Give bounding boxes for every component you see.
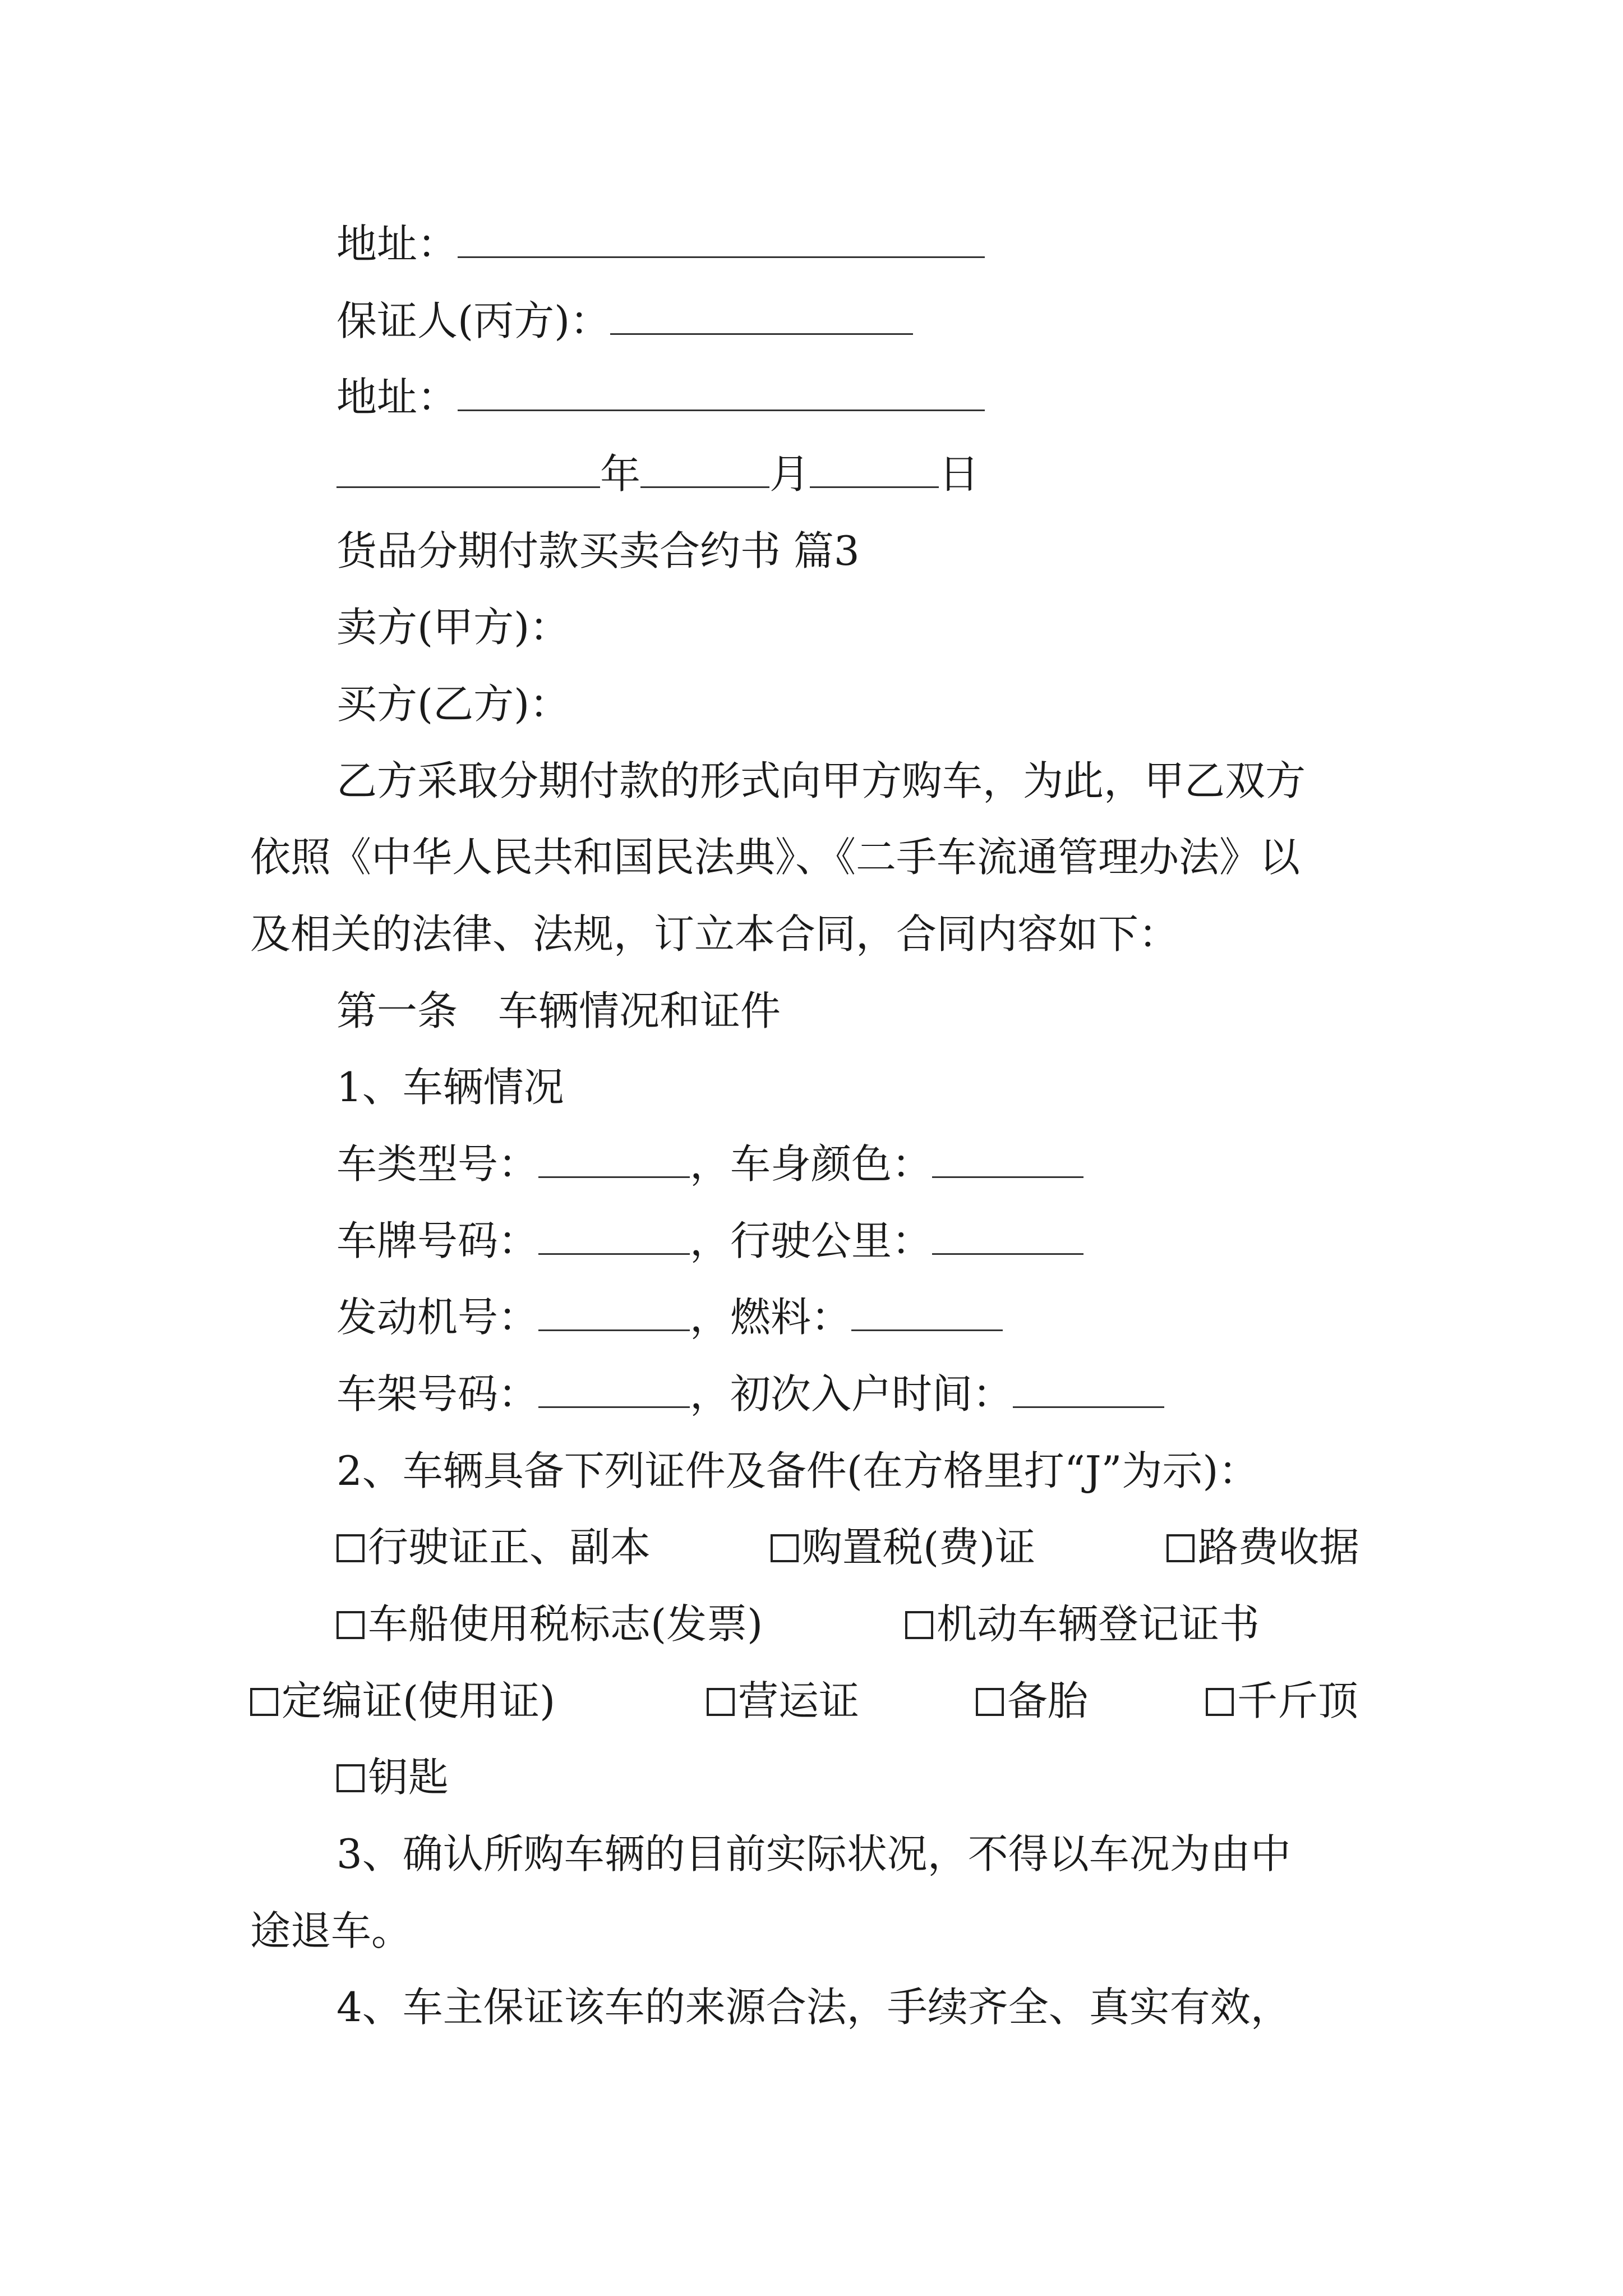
fuel-label: ，燃料： bbox=[690, 1294, 852, 1341]
checkbox-icon[interactable] bbox=[1206, 1688, 1234, 1716]
section-3-line-1: 3、确认所购车辆的目前实际状况，不得以车况为由中 bbox=[336, 1830, 1291, 1878]
contract-heading: 货品分期付款买卖合约书 篇3 bbox=[336, 527, 860, 574]
checkbox-icon[interactable] bbox=[336, 1611, 365, 1639]
intro-paragraph-line-2: 依照《中华人民共和国民法典》、《二手车流通管理办法》以 bbox=[250, 834, 1301, 881]
guarantor-label: 保证人(丙方)： bbox=[336, 297, 611, 344]
checkbox-icon[interactable] bbox=[336, 1534, 365, 1562]
address-line-2 bbox=[336, 369, 985, 425]
address-label: 地址： bbox=[336, 374, 458, 421]
guarantor-blank[interactable] bbox=[610, 298, 913, 335]
checkbox-row-3 bbox=[250, 1673, 1359, 1729]
checkbox-quota-cert[interactable]: 定编证(使用证) bbox=[250, 1677, 555, 1724]
checkbox-key[interactable]: 钥匙 bbox=[336, 1754, 449, 1801]
checkbox-vessel-tax[interactable]: 车船使用税标志(发票) bbox=[336, 1600, 763, 1648]
address-blank[interactable] bbox=[458, 222, 985, 258]
frame-line bbox=[336, 1366, 1164, 1422]
checkbox-icon[interactable] bbox=[1166, 1534, 1195, 1562]
engine-line bbox=[336, 1289, 1003, 1345]
checkbox-icon[interactable] bbox=[707, 1688, 735, 1716]
month-blank[interactable] bbox=[640, 452, 769, 488]
date-line bbox=[336, 446, 979, 502]
color-blank[interactable] bbox=[932, 1142, 1083, 1178]
fuel-blank[interactable] bbox=[851, 1295, 1003, 1331]
model-blank[interactable] bbox=[538, 1142, 690, 1178]
section-1-heading: 1、车辆情况 bbox=[336, 1064, 564, 1111]
intro-paragraph-line-3: 及相关的法律、法规，订立本合同，合同内容如下： bbox=[250, 910, 1179, 958]
checkbox-row-2 bbox=[336, 1596, 1260, 1652]
year-label: 年 bbox=[600, 450, 641, 498]
checkbox-jack[interactable]: 千斤顶 bbox=[1206, 1673, 1358, 1729]
vehicle-model-line bbox=[336, 1136, 1083, 1192]
color-label: ，车身颜色： bbox=[690, 1140, 933, 1188]
mileage-label: ，行驶公里： bbox=[690, 1217, 933, 1264]
intro-paragraph-line-1: 乙方采取分期付款的形式向甲方购车，为此，甲乙双方 bbox=[336, 757, 1306, 804]
checkbox-spare-tire[interactable]: 备胎 bbox=[976, 1673, 1088, 1729]
address-blank[interactable] bbox=[458, 375, 985, 411]
day-blank[interactable] bbox=[810, 452, 939, 488]
checkbox-registration-cert[interactable]: 机动车辆登记证书 bbox=[905, 1596, 1260, 1652]
register-blank[interactable] bbox=[1013, 1372, 1164, 1408]
checkbox-icon[interactable] bbox=[336, 1764, 365, 1792]
buyer-line: 买方(乙方)： bbox=[336, 680, 570, 728]
address-label: 地址： bbox=[336, 220, 458, 268]
checkbox-icon[interactable] bbox=[905, 1611, 933, 1639]
checkbox-icon[interactable] bbox=[771, 1534, 799, 1562]
section-3-line-2: 途退车。 bbox=[250, 1907, 412, 1954]
plate-label: 车牌号码： bbox=[336, 1217, 539, 1264]
plate-blank[interactable] bbox=[538, 1218, 690, 1255]
engine-label: 发动机号： bbox=[336, 1294, 539, 1341]
model-label: 车类型号： bbox=[336, 1140, 539, 1188]
checkbox-toll-receipt[interactable]: 路费收据 bbox=[1166, 1519, 1359, 1575]
section-4-line-1: 4、车主保证该车的来源合法，手续齐全、真实有效， bbox=[336, 1984, 1291, 2031]
engine-blank[interactable] bbox=[538, 1295, 690, 1331]
checkbox-operation-cert[interactable]: 营运证 bbox=[707, 1673, 859, 1729]
checkbox-row-4 bbox=[336, 1749, 449, 1805]
checkbox-icon[interactable] bbox=[976, 1688, 1004, 1716]
year-blank[interactable] bbox=[336, 452, 600, 488]
article-1-heading: 第一条 车辆情况和证件 bbox=[336, 987, 781, 1034]
checkbox-row-1 bbox=[336, 1519, 1360, 1575]
plate-line bbox=[336, 1213, 1083, 1269]
month-label: 月 bbox=[769, 450, 810, 498]
register-label: ，初次入户时间： bbox=[690, 1370, 1013, 1418]
day-label: 日 bbox=[939, 450, 980, 498]
checkbox-license[interactable]: 行驶证正、副本 bbox=[336, 1524, 651, 1571]
frame-label: 车架号码： bbox=[336, 1370, 539, 1418]
guarantor-line bbox=[336, 293, 913, 349]
frame-blank[interactable] bbox=[538, 1372, 690, 1408]
checkbox-icon[interactable] bbox=[250, 1688, 278, 1716]
section-2-heading: 2、车辆具备下列证件及备件(在方格里打“J”为示)： bbox=[336, 1447, 1259, 1494]
checkbox-purchase-tax[interactable]: 购置税(费)证 bbox=[771, 1519, 1035, 1575]
seller-line: 卖方(甲方)： bbox=[336, 604, 570, 651]
address-line-1 bbox=[336, 216, 985, 272]
mileage-blank[interactable] bbox=[932, 1218, 1083, 1255]
